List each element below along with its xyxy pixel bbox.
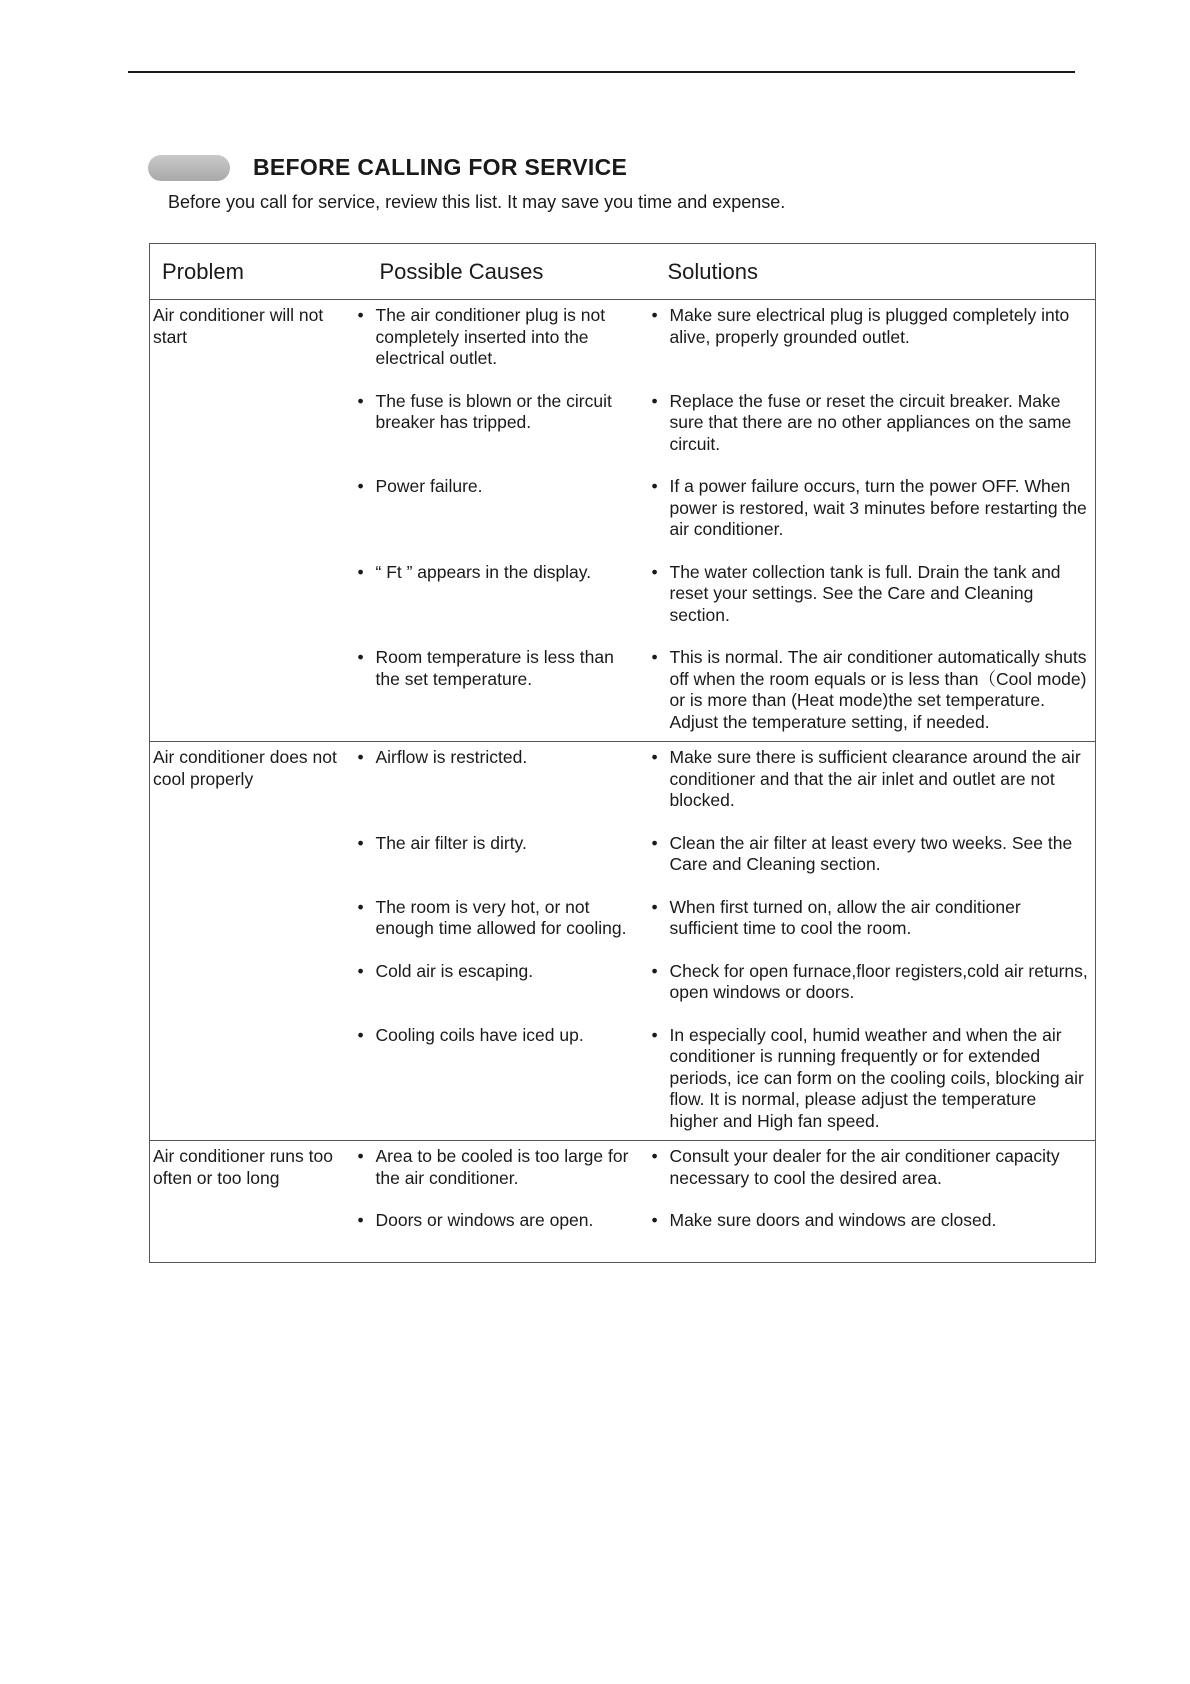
cause-solution-pair — [350, 305, 1096, 370]
bullet-icon: • — [357, 896, 364, 917]
bullet-icon: • — [357, 832, 364, 853]
cause-text: The air filter is dirty. — [375, 832, 527, 853]
header-solutions: Solutions — [644, 244, 1096, 300]
solution — [644, 305, 1096, 370]
cause-solution-cell — [350, 300, 1096, 742]
cause-text: The air conditioner plug is not completely inserted into the electrical outlet. — [375, 305, 606, 368]
solution-text: Make sure there is sufficient clearance around the air conditioner and that the air inlet and outlet are not blocked. — [669, 747, 1081, 810]
solution — [644, 562, 1096, 627]
cause-text: Doors or windows are open. — [375, 1210, 594, 1230]
bullet-icon: • — [357, 960, 364, 981]
table-row — [150, 742, 1096, 1141]
cause-solution-cell — [350, 1141, 1096, 1263]
table-row — [150, 1141, 1096, 1263]
cause-solution-pair — [350, 1025, 1096, 1133]
solution-text: Make sure electrical plug is plugged completely into alive, properly grounded outlet. — [669, 305, 1070, 347]
possible-cause — [350, 1210, 644, 1232]
bullet-icon: • — [651, 476, 658, 496]
problem-cell: Air conditioner does not cool properly — [150, 742, 350, 1141]
problem-cell: Air conditioner will not start — [150, 300, 350, 742]
table-row — [150, 300, 1096, 742]
solution-text: Check for open furnace,floor registers,cold air returns, open windows or doors. — [669, 960, 1088, 1002]
cause-solution-cell — [350, 742, 1096, 1141]
bullet-icon: • — [651, 832, 658, 853]
cause-solution-pair — [350, 562, 1096, 627]
cause-solution-pair — [350, 476, 1096, 541]
solution-text: Replace the fuse or reset the circuit breaker. Make sure that there are no other appliances on the same circuit. — [669, 390, 1072, 454]
solution-text: In especially cool, humid weather and when the air conditioner is running frequently or for extended periods, ice can form on the cooling coils, blocking air flow. It is normal, please adjust the temperature higher and High fan speed. — [669, 1024, 1084, 1131]
possible-cause — [350, 1025, 644, 1133]
table-body — [150, 300, 1096, 1263]
bullet-icon: • — [651, 747, 658, 767]
possible-cause — [350, 305, 644, 370]
bullet-icon: • — [357, 1146, 364, 1166]
cause-solution-pair — [350, 1210, 1096, 1232]
bullet-icon: • — [357, 476, 364, 496]
bullet-icon: • — [651, 305, 658, 325]
solution — [644, 833, 1096, 876]
cause-solution-pair — [350, 1146, 1096, 1189]
cause-text: The room is very hot, or not enough time allowed for cooling. — [375, 896, 627, 938]
possible-cause — [350, 897, 644, 940]
page-title: BEFORE CALLING FOR SERVICE — [253, 154, 628, 180]
solution-text: Consult your dealer for the air conditioner capacity necessary to cool the desired area. — [669, 1146, 1060, 1188]
bullet-icon: • — [651, 896, 658, 917]
bullet-icon: • — [651, 960, 658, 981]
cause-text: Airflow is restricted. — [375, 747, 528, 767]
troubleshooting-table — [149, 243, 1096, 1263]
bullet-icon: • — [651, 1024, 658, 1045]
bullet-icon: • — [651, 1146, 658, 1166]
cause-solution-pair — [350, 833, 1096, 876]
possible-cause — [350, 647, 644, 733]
possible-cause — [350, 747, 644, 812]
cause-text: Cold air is escaping. — [375, 960, 534, 981]
cause-text: Room temperature is less than the set temperature. — [375, 647, 614, 689]
solution-text: This is normal. The air conditioner automatically shuts off when the room equals or is less than（Cool mode) or is more than (Heat mode)the set temperature. Adjust the temperature setting, if needed. — [669, 647, 1087, 732]
cause-text: “ Ft ” appears in the display. — [375, 561, 592, 582]
cause-solution-pair — [350, 897, 1096, 940]
solution-text: Make sure doors and windows are closed. — [669, 1210, 997, 1230]
bullet-icon: • — [651, 390, 658, 411]
cause-text: The fuse is blown or the circuit breaker has tripped. — [375, 390, 612, 432]
solution — [644, 961, 1096, 1004]
cause-solution-pair — [350, 747, 1096, 812]
section-marker-pill — [148, 155, 230, 181]
cause-solution-pair — [350, 961, 1096, 1004]
solution — [644, 647, 1096, 733]
solution-text: The water collection tank is full. Drain the tank and reset your settings. See the Care and Cleaning section. — [669, 561, 1061, 625]
solution-text: When first turned on, allow the air conditioner sufficient time to cool the room. — [669, 896, 1021, 938]
possible-cause — [350, 562, 644, 627]
possible-cause — [350, 391, 644, 456]
solution-text: Clean the air filter at least every two weeks. See the Care and Cleaning section. — [669, 832, 1073, 874]
top-rule — [128, 71, 1075, 73]
solution — [644, 1210, 1096, 1232]
possible-cause — [350, 833, 644, 876]
solution — [644, 897, 1096, 940]
table-header-row — [150, 244, 1096, 300]
intro-text: Before you call for service, review this list. It may save you time and expense. — [168, 192, 786, 212]
solution — [644, 476, 1096, 541]
bullet-icon: • — [357, 747, 364, 767]
cause-text: Area to be cooled is too large for the air conditioner. — [375, 1146, 629, 1188]
bullet-icon: • — [651, 1210, 658, 1230]
header-problem: Problem — [150, 244, 350, 300]
bullet-icon: • — [651, 561, 658, 582]
solution — [644, 1025, 1096, 1133]
cause-solution-pair — [350, 647, 1096, 733]
cause-solution-pair — [350, 391, 1096, 456]
bullet-icon: • — [651, 647, 658, 667]
cause-text: Cooling coils have iced up. — [375, 1024, 584, 1045]
bullet-icon: • — [357, 647, 364, 667]
solution — [644, 747, 1096, 812]
possible-cause — [350, 1146, 644, 1189]
bullet-icon: • — [357, 390, 364, 411]
bullet-icon: • — [357, 561, 364, 582]
possible-cause — [350, 961, 644, 1004]
bullet-icon: • — [357, 305, 364, 325]
bullet-icon: • — [357, 1024, 364, 1045]
problem-cell: Air conditioner runs too often or too long — [153, 1146, 333, 1188]
cause-text: Power failure. — [375, 476, 483, 496]
bullet-icon: • — [357, 1210, 364, 1230]
header-possible-causes: Possible Causes — [350, 244, 644, 300]
solution — [644, 391, 1096, 456]
solution-text: If a power failure occurs, turn the power OFF. When power is restored, wait 3 minutes before restarting the air conditioner. — [669, 476, 1087, 539]
solution — [644, 1146, 1096, 1189]
possible-cause — [350, 476, 644, 541]
